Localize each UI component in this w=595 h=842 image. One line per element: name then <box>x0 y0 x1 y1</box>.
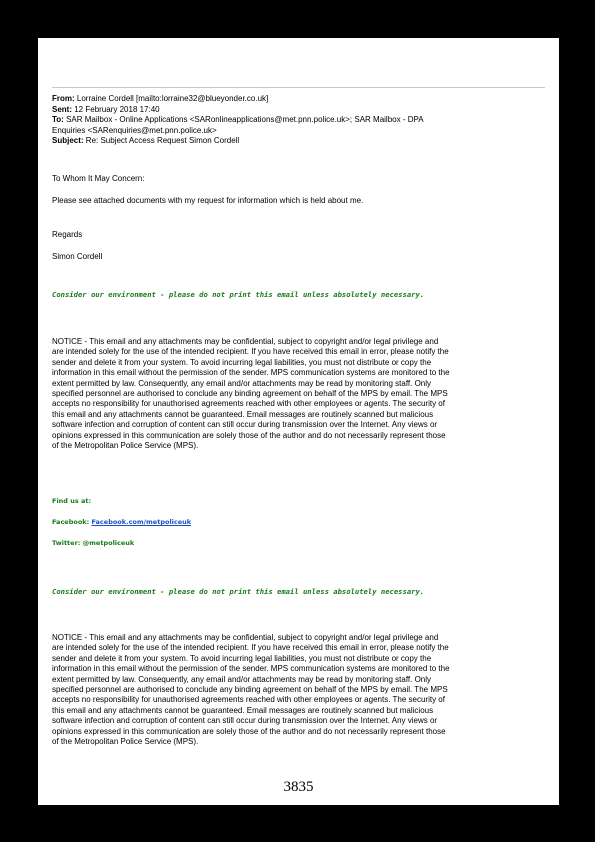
twitter-handle: @metpoliceuk <box>82 539 135 547</box>
sent-line: Sent: 12 February 2018 17:40 <box>52 104 160 114</box>
greeting: To Whom It May Concern: <box>52 174 145 183</box>
page-number: 3835 <box>283 779 314 795</box>
document-page <box>38 38 559 805</box>
environment-notice-1: Consider our environment - please do not print this email unless absolutely necessary. <box>52 290 425 299</box>
from-line: From: Lorraine Cordell [mailto:lorraine32@blueyonder.co.uk] <box>52 94 269 103</box>
subject-line: Subject: Re: Subject Access Request Simon Cordell <box>52 136 240 145</box>
email-header <box>52 94 552 147</box>
to-value-1: SAR Mailbox - Online Applications <SARonlineapplications@met.pnn.police.uk>; SAR Mailbox - DPA <box>66 115 424 124</box>
sent-value: 12 February 2018 17:40 <box>74 104 160 114</box>
legal-notice-1: NOTICE - This email and any attachments may be confidential, subject to copyright and/or legal privilege and are intended solely for the use of the intended recipient. If you have received this email in error, please notify the sender and delete it from your system. To avoid incurring legal liabilities, you must not distribute or copy the information in this email without the permission of the sender. MPS communication systems are monitored to the extent permitted by law. Consequently, any email and/or attachments may be read by monitoring staff. Only specified personnel are authorised to conclude any binding agreement on behalf of the MPS by email. The MPS accepts no responsibility for unauthorised agreements reached with other employees or agents. The security of this email and any attachments cannot be guaranteed. Email messages are routinely scanned but malicious software infection and corruption of content can still occur during transmission over the Internet. Any views or opinions expressed in this communication are solely those of the author and do not necessarily represent those of the Metropolitan Police Service (MPS). <box>52 337 450 451</box>
message-body: Please see attached documents with my request for information which is held about me. <box>52 196 364 205</box>
environment-notice-2: Consider our environment - please do not print this email unless absolutely necessary. <box>52 587 425 596</box>
facebook-link[interactable]: Facebook.com/metpoliceuk <box>91 518 192 526</box>
regards: Regards <box>52 230 83 239</box>
to-line: To: SAR Mailbox - Online Applications <SARonlineapplications@met.pnn.police.uk>; SAR Mailbox - DPA <box>52 115 424 124</box>
find-us: Find us at: <box>52 497 92 505</box>
from-value: Lorraine Cordell [mailto:lorraine32@blueyonder.co.uk] <box>76 94 269 103</box>
header-divider <box>52 87 545 88</box>
to-line-cont: Enquiries <SARenquiries@met.pnn.police.uk> <box>52 125 217 135</box>
facebook-line: Facebook: Facebook.com/metpoliceuk <box>52 518 192 526</box>
twitter-line: Twitter: @metpoliceuk <box>52 539 135 547</box>
signature: Simon Cordell <box>52 252 103 261</box>
legal-notice-2: NOTICE - This email and any attachments may be confidential, subject to copyright and/or legal privilege and are intended solely for the use of the intended recipient. If you have received this email in error, please notify the sender and delete it from your system. To avoid incurring legal liabilities, you must not distribute or copy the information in this email without the permission of the sender. MPS communication systems are monitored to the extent permitted by law. Consequently, any email and/or attachments may be read by monitoring staff. Only specified personnel are authorised to conclude any binding agreement on behalf of the MPS by email. The MPS accepts no responsibility for unauthorised agreements reached with other employees or agents. The security of this email and any attachments cannot be guaranteed. Email messages are routinely scanned but malicious software infection and corruption of content can still occur during transmission over the Internet. Any views or opinions expressed in this communication are solely those of the author and do not necessarily represent those of the Metropolitan Police Service (MPS). <box>52 633 450 747</box>
subject-value: Re: Subject Access Request Simon Cordell <box>85 136 240 145</box>
